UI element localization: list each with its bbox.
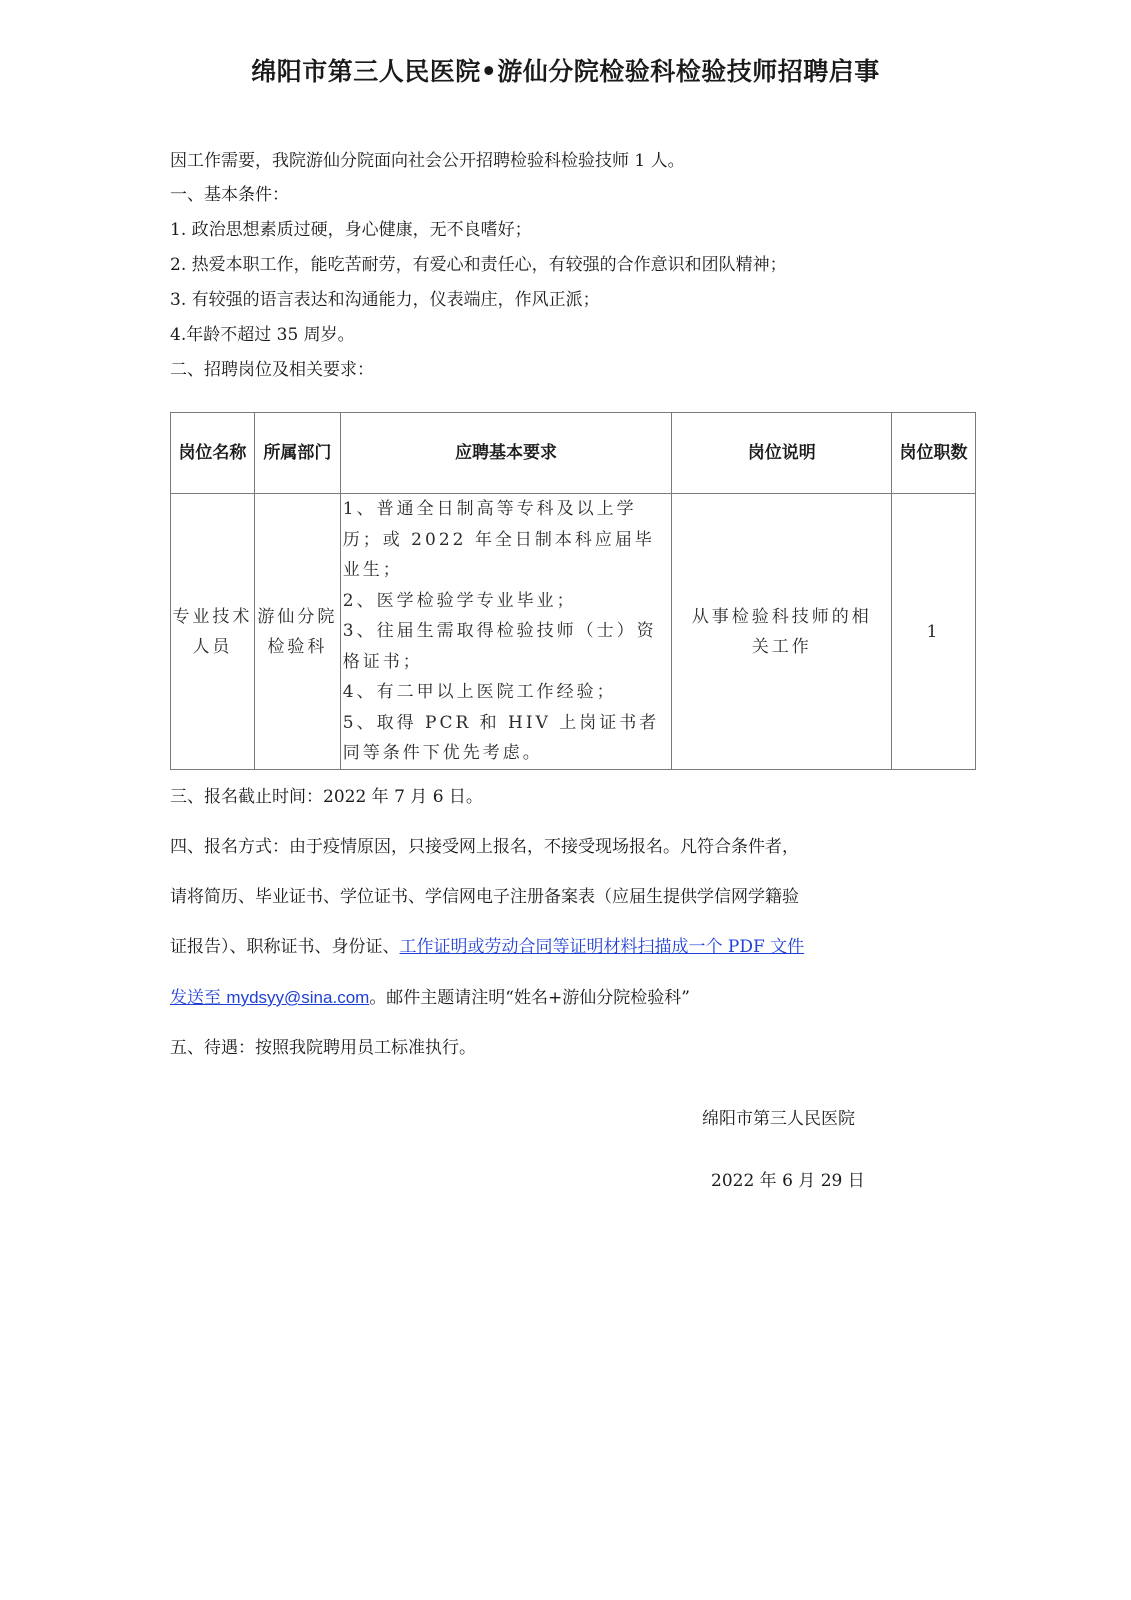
section1-heading: 一、基本条件： xyxy=(170,185,289,205)
header-position: 岗位名称 xyxy=(171,413,255,494)
cell-count: 1 xyxy=(892,494,976,770)
cell-description: 从事检验科技师的相关工作 xyxy=(672,494,892,770)
requirement-3: 3、往届生需取得检验技师（士）资格证书； xyxy=(342,621,657,672)
section2-heading: 二、招聘岗位及相关要求： xyxy=(170,360,374,380)
condition-4: 4.年龄不超过 35 周岁。 xyxy=(170,325,355,345)
cell-requirements xyxy=(340,494,672,770)
requirement-1: 1、普通全日制高等专科及以上学历；或 2022 年全日制本科应届毕业生； xyxy=(342,499,655,581)
requirement-2: 2、医学检验学专业毕业； xyxy=(342,590,577,611)
requirement-5: 5、取得 PCR 和 HIV 上岗证书者同等条件下优先考虑。 xyxy=(342,712,660,764)
cell-position: 专业技术人员 xyxy=(171,494,255,770)
section4-line3-prefix: 证报告）、职称证书、身份证、 xyxy=(170,937,400,957)
condition-2: 2. 热爱本职工作，能吃苦耐劳，有爱心和责任心，有较强的合作意识和团队精神； xyxy=(170,255,787,275)
signature-date: 2022 年 6 月 29 日 xyxy=(711,1171,865,1191)
page-title: 绵阳市第三人民医院•游仙分院检验科检验技师招聘启事 xyxy=(251,57,880,86)
cell-department: 游仙分院检验科 xyxy=(254,494,340,770)
table-row xyxy=(171,494,976,770)
intro-text: 因工作需要，我院游仙分院面向社会公开招聘检验科检验技师 1 人。 xyxy=(170,151,685,171)
signature-org: 绵阳市第三人民医院 xyxy=(702,1109,855,1129)
table-header-row xyxy=(171,413,976,494)
header-count: 岗位职数 xyxy=(892,413,976,494)
condition-1: 1. 政治思想素质过硬，身心健康，无不良嗜好； xyxy=(170,220,532,240)
header-department: 所属部门 xyxy=(254,413,340,494)
email-link[interactable]: mydsyy@sina.com xyxy=(226,988,370,1007)
materials-link[interactable]: 工作证明或劳动合同等证明材料扫描成一个 PDF 文件 xyxy=(399,937,805,957)
condition-3: 3. 有较强的语言表达和沟通能力，仪表端庄，作风正派； xyxy=(170,290,600,310)
header-requirements: 应聘基本要求 xyxy=(340,413,672,494)
section4-line4 xyxy=(170,983,690,1008)
section5-benefits: 五、待遇：按照我院聘用员工标准执行。 xyxy=(170,1038,476,1058)
section4-line1: 四、报名方式：由于疫情原因，只接受网上报名，不接受现场报名。凡符合条件者， xyxy=(170,837,799,857)
positions-table xyxy=(170,412,976,770)
send-to-link[interactable]: 发送至 xyxy=(170,988,227,1008)
header-description: 岗位说明 xyxy=(672,413,892,494)
section4-line3 xyxy=(170,932,804,957)
section4-line2: 请将简历、毕业证书、学位证书、学信网电子注册备案表（应届生提供学信网学籍验 xyxy=(170,887,799,907)
section4-line4-suffix: 。邮件主题请注明“姓名+游仙分院检验科” xyxy=(369,988,690,1008)
requirement-4: 4、有二甲以上医院工作经验； xyxy=(342,682,617,703)
section3-deadline: 三、报名截止时间：2022 年 7 月 6 日。 xyxy=(170,787,483,807)
